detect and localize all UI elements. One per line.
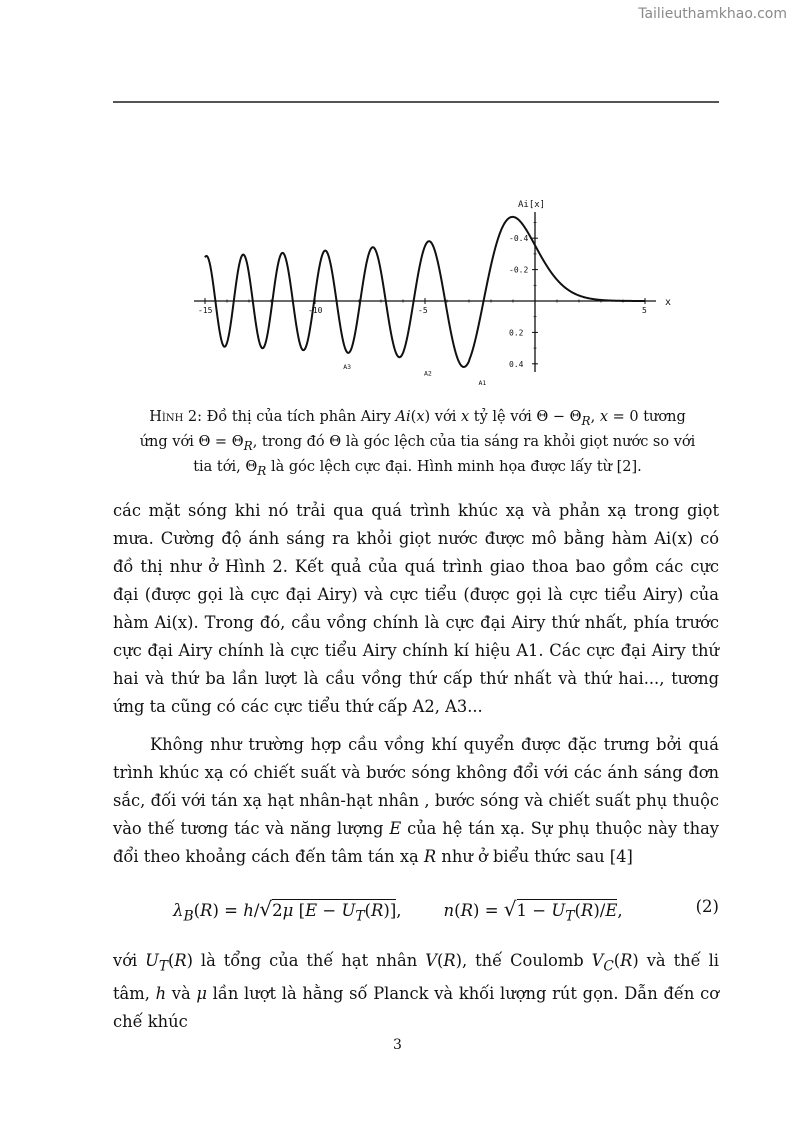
paragraph-3 [113,947,719,1036]
minimum-label-a2: A2 [423,369,432,378]
y-tick-label: -0.2 [509,265,529,275]
x-tick-label: -10 [308,306,323,315]
equation-body: $\lambda_B(R) = h/√2\mu$ $[E - U_T(R)]$, $n(R) = √1 - U_T(R)/E$, [173,897,623,925]
paragraph-2-text: Không như trường hợp cầu vồng khí quyển được đặc trưng bởi quá trình khúc xạ có chiết suất và bước sóng không đổi với các ánh sáng đơn sắc, đối với tán xạ hạt nhân-hạt nhân , bước sóng và chiết suất phụ thuộc vào thế tương tác và năng lượng E của hệ tán xạ. Sự phụ thuộc này thay đổi theo khoảng cách đến tâm tán xạ R như ở biểu thức sau [4] [113,735,719,866]
y-axis-label: Ai[x] [518,200,546,210]
y-tick-label: 0.2 [509,328,524,338]
paragraph-3-text: với $U_T(R)$ là tổng của thế hạt nhân V(R), thế Coulomb $V_C(R)$ và thế li tâm, h và μ lần lượt là hằng số Planck và khối lượng rút gọn. Dẫn đến cơ chế khúc [113,951,719,1032]
airy-figure [190,190,680,390]
paragraph-1 [113,497,719,721]
x-tick-label: -5 [418,306,428,315]
airy-curve [205,217,645,367]
y-tick-label: 0.4 [509,359,524,369]
paragraph-1-text: các mặt sóng khi nó trải qua quá trình khúc xạ và phản xạ trong giọt mưa. Cường độ ánh sáng ra khỏi giọt nước được mô bằng hàm Ai(x) có đồ thị như ở Hình 2. Kết quả của quá trình giao thoa bao gồm các cực đại (được gọi là cực đại Airy) và cực tiểu (được gọi là cực tiểu Airy) của hàm Ai(x). Trong đó, cầu vồng chính là cực đại Airy thứ nhất, phía trước cực đại Airy chính là cực tiểu Airy chính kí hiệu A1. Các cực đại Airy thứ hai và thứ ba lần lượt là cầu vồng thứ cấp thứ nhất và thứ hai..., tương ứng ta cũng có các cực tiểu thứ cấp A2, A3... [113,501,719,716]
figure-label: Hình 2: [149,409,203,425]
caption-text: Đồ thị của tích phân Airy Ai(x) với x tỷ lệ với $\Theta - \Theta_R$, x = 0 tương ứng với $\Theta = \Theta_R$, trong đó Θ là góc lệch của tia sáng ra khỏi giọt nước so với tia tới, $\Theta_R$ là góc lệch cực đại. Hình minh họa được lấy từ [2]. [139,409,696,478]
x-tick-label: 5 [642,306,647,315]
watermark: Tailieuthamkhao.com [638,6,787,22]
paragraph-2 [113,731,719,871]
equation-number: (2) [695,897,719,916]
x-axis-label: x [665,297,672,308]
minimum-label-a1: A1 [478,378,487,387]
page-number: 3 [393,1037,402,1053]
header-rule [113,101,719,103]
minimum-label-a3: A3 [343,363,352,372]
y-tick-label: -0.4 [509,234,529,244]
x-tick-label: -15 [198,306,213,315]
equation-2 [113,892,719,928]
figure-caption [135,407,700,482]
airy-plot [190,190,680,390]
